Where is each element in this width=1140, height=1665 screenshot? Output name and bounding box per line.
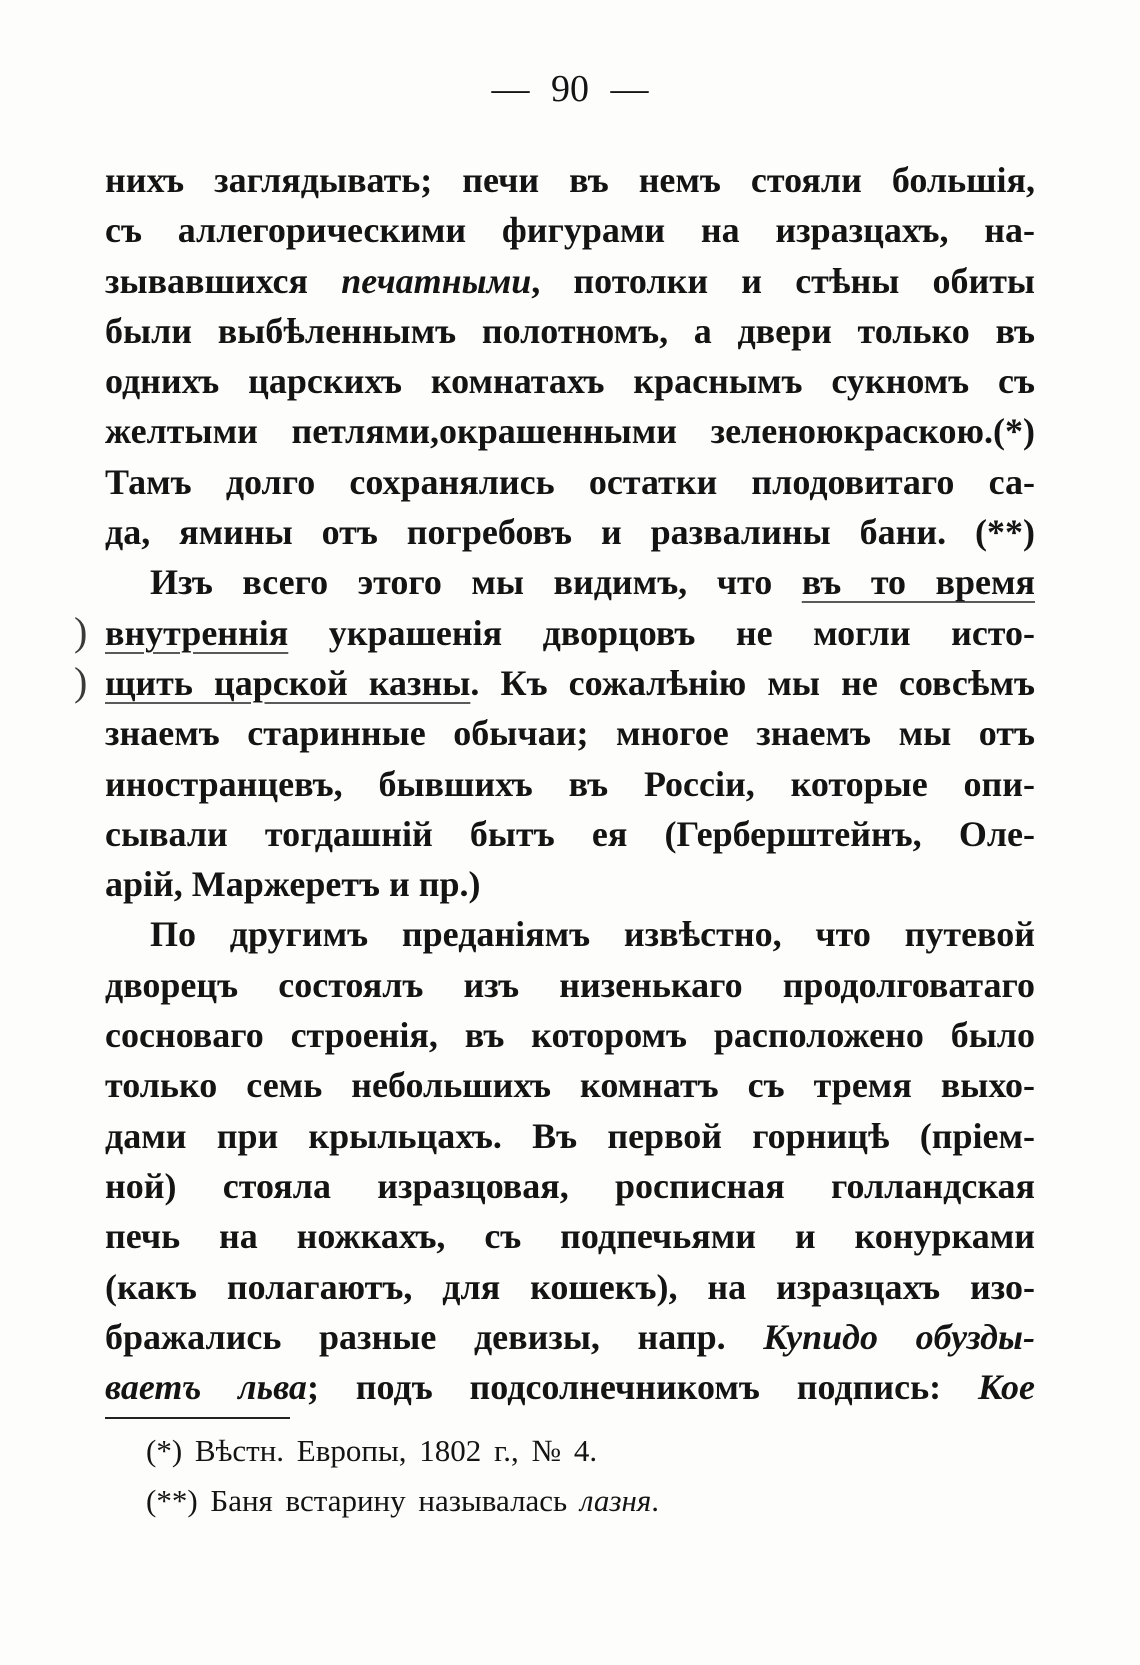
text-line: только семь небольшихъ комнатъ съ тремя выхо- — [105, 1065, 1035, 1106]
body-text — [105, 155, 1035, 1412]
text-line: однихъ царскихъ комнатахъ краснымъ сукномъ съ — [105, 361, 1035, 402]
footnote: (*) Вѣстн. Европы, 1802 г., № 4. — [146, 1433, 598, 1468]
text-segment: ; подъ подсолнечникомъ подпись: — [306, 1367, 978, 1408]
text-line: (какъ полагаютъ, для кошекъ), на изразцахъ изо- — [105, 1266, 1035, 1307]
paragraph-first-line — [105, 557, 1035, 607]
text-line — [105, 256, 1035, 306]
text-line — [105, 1312, 1035, 1362]
text-segment: . — [651, 1483, 659, 1518]
text-line: желтыми петлями,окрашенными зеленоюкраскою.(*) — [105, 411, 1035, 452]
text-line: сывали тогдашній бытъ ея (Герберштейнъ, Оле- — [105, 813, 1035, 854]
footnote — [146, 1476, 1026, 1526]
text-segment: бражались разные девизы, напр. — [105, 1316, 764, 1357]
text-line: съ аллегорическими фигурами на изразцахъ, на- — [105, 210, 1035, 251]
text-segment: зывавшихся — [105, 260, 342, 301]
footnotes — [146, 1426, 1026, 1526]
italic-text: ваетъ льва — [105, 1367, 307, 1408]
text-line — [105, 1362, 1035, 1412]
underlined-text: щить царской казны — [105, 662, 471, 703]
text-line: дворецъ состоялъ изъ низенькаго продолговатаго — [105, 964, 1035, 1005]
text-line: Тамъ долго сохранялись остатки плодовитаго са- — [105, 461, 1035, 502]
text-segment: украшенія дворцовъ не могли исто- — [288, 612, 1035, 653]
text-line — [105, 608, 1035, 658]
text-line — [105, 658, 1035, 708]
text-segment: Изъ всего этого мы видимъ, что — [150, 562, 802, 603]
text-line: дами при крыльцахъ. Въ первой горницѣ (пріем- — [105, 1115, 1035, 1156]
page-number: — 90 — — [491, 68, 649, 110]
text-segment: (**) Баня встарину называлась — [146, 1483, 580, 1518]
text-segment: . Къ сожалѣнію мы не совсѣмъ — [470, 662, 1035, 703]
italic-text: Кое — [977, 1367, 1035, 1408]
text-line: ной) стояла изразцовая, росписная голландская — [105, 1165, 1035, 1206]
underlined-text: въ то время — [801, 562, 1035, 603]
text-line: знаемъ старинные обычаи; многое знаемъ мы отъ — [105, 713, 1035, 754]
margin-pencil-mark: ) — [74, 609, 88, 654]
text-line: нихъ заглядывать; печи въ немъ стояли большія, — [105, 160, 1035, 200]
paragraph-last-line: арій, Маржеретъ и пр.) — [105, 864, 481, 905]
italic-text: печатными — [341, 260, 532, 301]
text-segment: , потолки и стѣны обиты — [531, 260, 1036, 301]
text-line: да, ямины отъ погребовъ и развалины бани. (**) — [105, 512, 1035, 553]
underlined-text: внутреннія — [105, 612, 289, 653]
text-line: сосноваго строенія, въ которомъ расположено было — [105, 1015, 1035, 1056]
text-line: иностранцевъ, бывшихъ въ Россіи, которые опи- — [105, 763, 1035, 804]
paragraph-first-line: По другимъ преданіямъ извѣстно, что путевой — [150, 914, 1035, 955]
margin-pencil-mark: ) — [74, 659, 88, 704]
text-line: печь на ножкахъ, съ подпечьями и конурками — [105, 1216, 1035, 1257]
italic-text: лазня — [579, 1483, 652, 1518]
italic-text: Купидо обузды- — [763, 1316, 1035, 1357]
text-line: были выбѣленнымъ полотномъ, а двери только въ — [105, 310, 1035, 351]
footnote-rule — [105, 1417, 290, 1419]
